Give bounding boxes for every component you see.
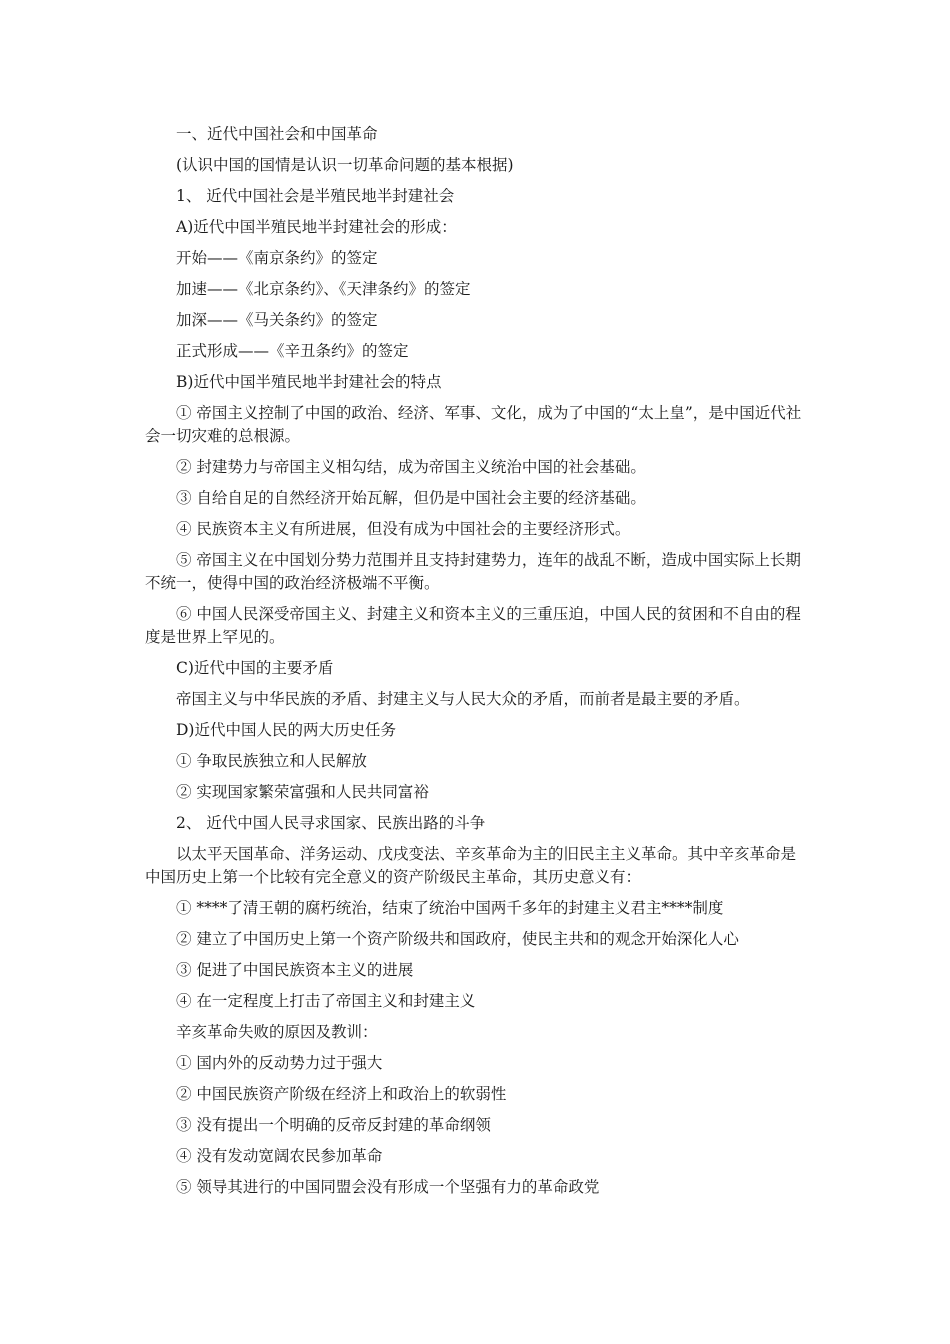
list-item: ① ****了清王朝的腐朽统治，结束了统治中国两千多年的封建主义君主****制度 <box>176 899 724 917</box>
list-item: ③ 没有提出一个明确的反帝反封建的革命纲领 <box>176 1116 491 1134</box>
list-item: ② 建立了中国历史上第一个资产阶级共和国政府，使民主共和的观念开始深化人心 <box>176 930 739 948</box>
section-heading: 一、近代中国社会和中国革命 <box>176 125 378 143</box>
paragraph: 辛亥革命失败的原因及教训： <box>176 1023 378 1041</box>
list-item: ⑤ 领导其进行的中国同盟会没有形成一个坚强有力的革命政党 <box>176 1178 600 1196</box>
paragraph: A)近代中国半殖民地半封建社会的形成： <box>176 218 457 236</box>
list-item: ① 帝国主义控制了中国的政治、经济、军事、文化，成为了中国的“太上皇”，是中国近代社会一切灾难的总根源。 <box>145 404 802 445</box>
document-body <box>145 123 810 1207</box>
paragraph: 开始——《南京条约》的签定 <box>176 249 378 267</box>
paragraph: C)近代中国的主要矛盾 <box>176 659 334 677</box>
list-item: ④ 在一定程度上打击了帝国主义和封建主义 <box>176 992 476 1010</box>
list-item: ③ 自给自足的自然经济开始瓦解，但仍是中国社会主要的经济基础。 <box>176 489 646 507</box>
paragraph: 正式形成——《辛丑条约》的签定 <box>176 342 409 360</box>
subsection-heading: 2、 近代中国人民寻求国家、民族出路的斗争 <box>176 814 486 832</box>
paragraph: 加深——《马关条约》的签定 <box>176 311 378 329</box>
list-item: ⑤ 帝国主义在中国划分势力范围并且支持封建势力，连年的战乱不断，造成中国实际上长期不统一，使得中国的政治经济极端不平衡。 <box>145 551 801 592</box>
paragraph: B)近代中国半殖民地半封建社会的特点 <box>176 373 442 391</box>
list-item: ④ 没有发动宽阔农民参加革命 <box>176 1147 383 1165</box>
paragraph: 加速——《北京条约》、《天津条约》的签定 <box>176 280 471 298</box>
list-item: ③ 促进了中国民族资本主义的进展 <box>176 961 414 979</box>
list-item: ② 实现国家繁荣富强和人民共同富裕 <box>176 783 429 801</box>
list-item: ④ 民族资本主义有所进展，但没有成为中国社会的主要经济形式。 <box>176 520 631 538</box>
list-item: ⑥ 中国人民深受帝国主义、封建主义和资本主义的三重压迫，中国人民的贫困和不自由的程度是世界上罕见的。 <box>145 605 801 646</box>
paragraph: 以太平天国革命、洋务运动、戊戌变法、辛亥革命为主的旧民主主义革命。其中辛亥革命是中国历史上第一个比较有完全意义的资产阶级民主革命，其历史意义有： <box>145 845 797 886</box>
list-item: ① 国内外的反动势力过于强大 <box>176 1054 383 1072</box>
paragraph: (认识中国的国情是认识一切革命问题的基本根据) <box>176 156 514 174</box>
paragraph: D)近代中国人民的两大历史任务 <box>176 721 396 739</box>
list-item: ① 争取民族独立和人民解放 <box>176 752 367 770</box>
list-item: ② 中国民族资产阶级在经济上和政治上的软弱性 <box>176 1085 507 1103</box>
subsection-heading: 1、 近代中国社会是半殖民地半封建社会 <box>176 187 455 205</box>
paragraph: 帝国主义与中华民族的矛盾、封建主义与人民大众的矛盾，而前者是最主要的矛盾。 <box>176 690 750 708</box>
list-item: ② 封建势力与帝国主义相勾结，成为帝国主义统治中国的社会基础。 <box>176 458 646 476</box>
